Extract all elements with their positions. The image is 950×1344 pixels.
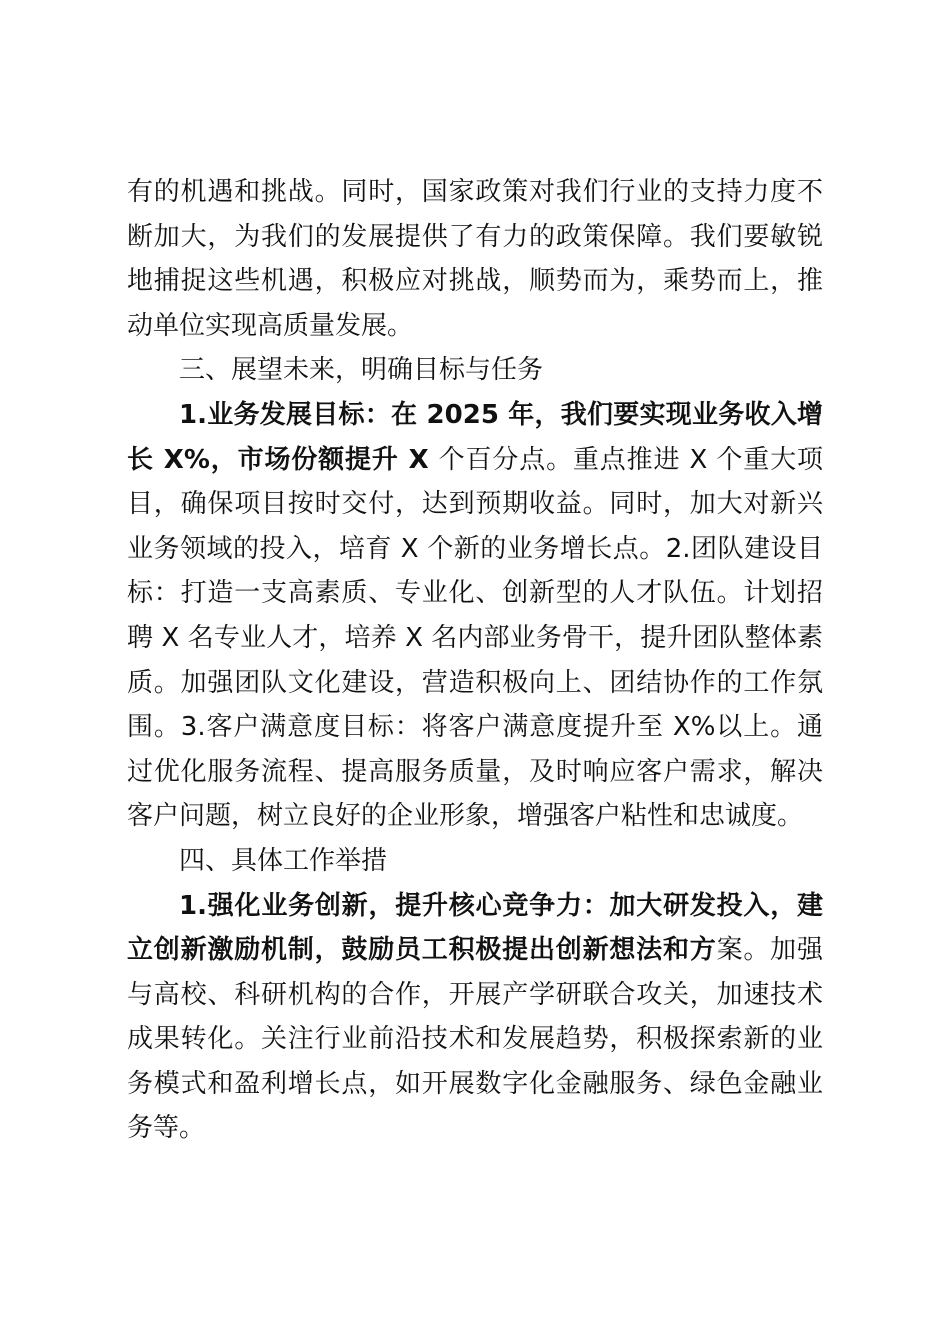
paragraph-continuation: 有的机遇和挑战。同时，国家政策对我们行业的支持力度不断加大，为我们的发展提供了有力的政策保障。我们要敏锐地捕捉这些机遇，积极应对挑战，顺势而为，乘势而上，推动单位实现高质量发展。 bbox=[127, 177, 823, 341]
paragraph-text: 案。加强与高校、科研机构的合作，开展产学研联合攻关，加速技术成果转化。关注行业前沿技术和发展趋势，积极探索新的业务模式和盈利增长点，如开展数字化金融服务、绿色金融业务等。 bbox=[127, 935, 823, 1144]
bold-lead-text: 1.强化业务创新，提升核心竞争力：加大研发投入，建立创新激励机制，鼓励员工积极提出创新想法和方 bbox=[127, 890, 823, 966]
paragraph-business-goals bbox=[127, 393, 823, 839]
paragraph-text: 个百分点。重点推进 X 个重大项目，确保项目按时交付，达到预期收益。同时，加大对新兴业务领域的投入，培育 X 个新的业务增长点。2.团队建设目标：打造一支高素质、专业化、创新型的人才队伍。计划招聘 X 名专业人才，培养 X 名内部业务骨干，提升团队整体素质。加强团队文化建设，营造积极向上、团结协作的工作氛围。3.客户满意度目标：将客户满意度提升至 X%以上。通过优化服务流程、提高服务质量，及时响应客户需求，解决客户问题，树立良好的企业形象，增强客户粘性和忠诚度。 bbox=[127, 444, 823, 832]
section-heading-4: 四、具体工作举措 bbox=[179, 845, 388, 876]
paragraph-innovation bbox=[127, 884, 823, 1152]
section-heading-3: 三、展望未来，明确目标与任务 bbox=[179, 355, 544, 386]
bold-lead-text: 1.业务发展目标：在 2025 年，我们要实现业务收入增长 X%，市场份额提升 X bbox=[127, 399, 823, 475]
document-body bbox=[127, 170, 823, 1151]
